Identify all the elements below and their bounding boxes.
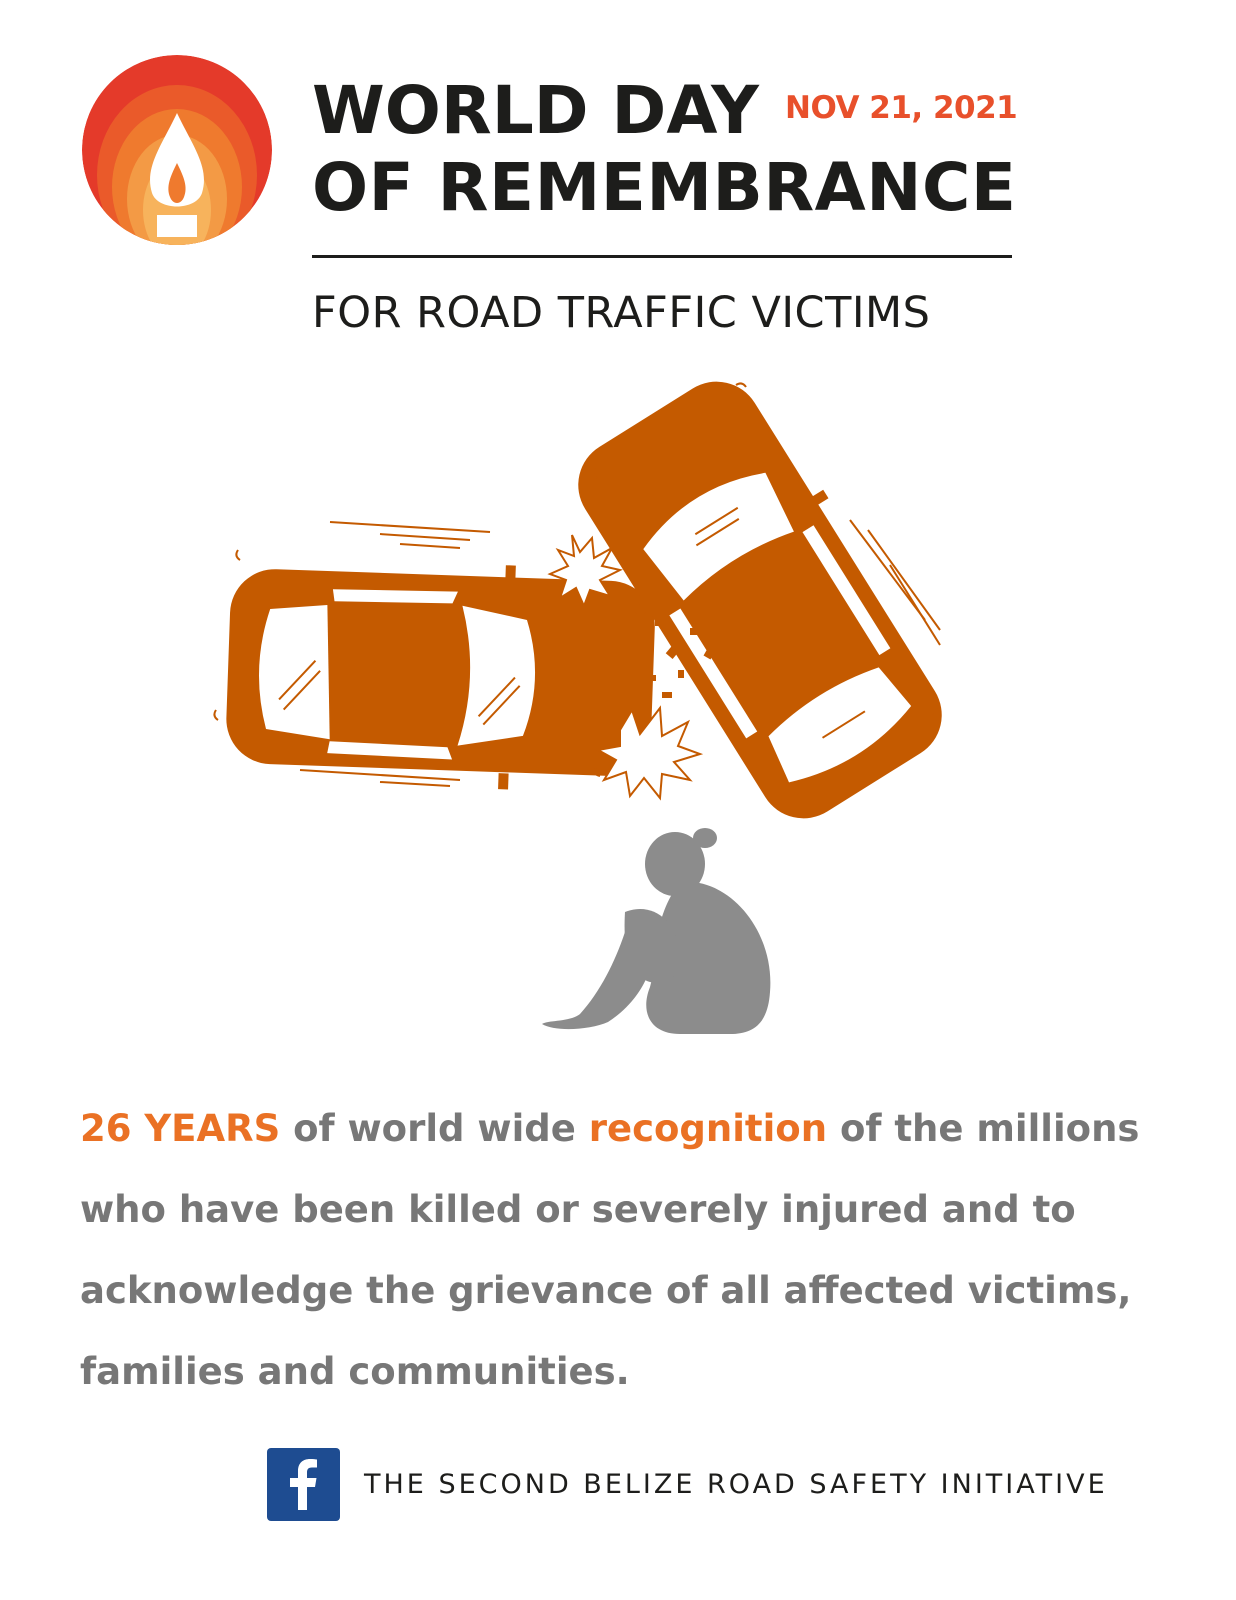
car-crash-icon (200, 370, 980, 820)
message-highlight-recognition: recognition (588, 1107, 828, 1150)
event-date: NOV 21, 2021 (785, 90, 1018, 126)
facebook-icon[interactable] (267, 1448, 340, 1521)
organization-name: THE SECOND BELIZE ROAD SAFETY INITIATIVE (364, 1469, 1108, 1500)
message-text-2: of the millions who have been killed or severely injured and to acknowledge the grievance of all affected victims, families and communities. (80, 1107, 1140, 1393)
candle-flame-icon (82, 55, 272, 245)
title-line-1: WORLD DAY (312, 72, 759, 149)
title-divider (312, 255, 1012, 258)
subtitle: FOR ROAD TRAFFIC VICTIMS (312, 288, 931, 338)
mourning-person-icon (530, 822, 790, 1042)
message-highlight-years: 26 YEARS (80, 1107, 281, 1150)
remembrance-message (80, 1088, 1180, 1412)
footer (267, 1448, 1108, 1521)
message-text-1: of world wide (280, 1107, 589, 1150)
title-line-2: OF REMEMBRANCE (312, 149, 1017, 226)
